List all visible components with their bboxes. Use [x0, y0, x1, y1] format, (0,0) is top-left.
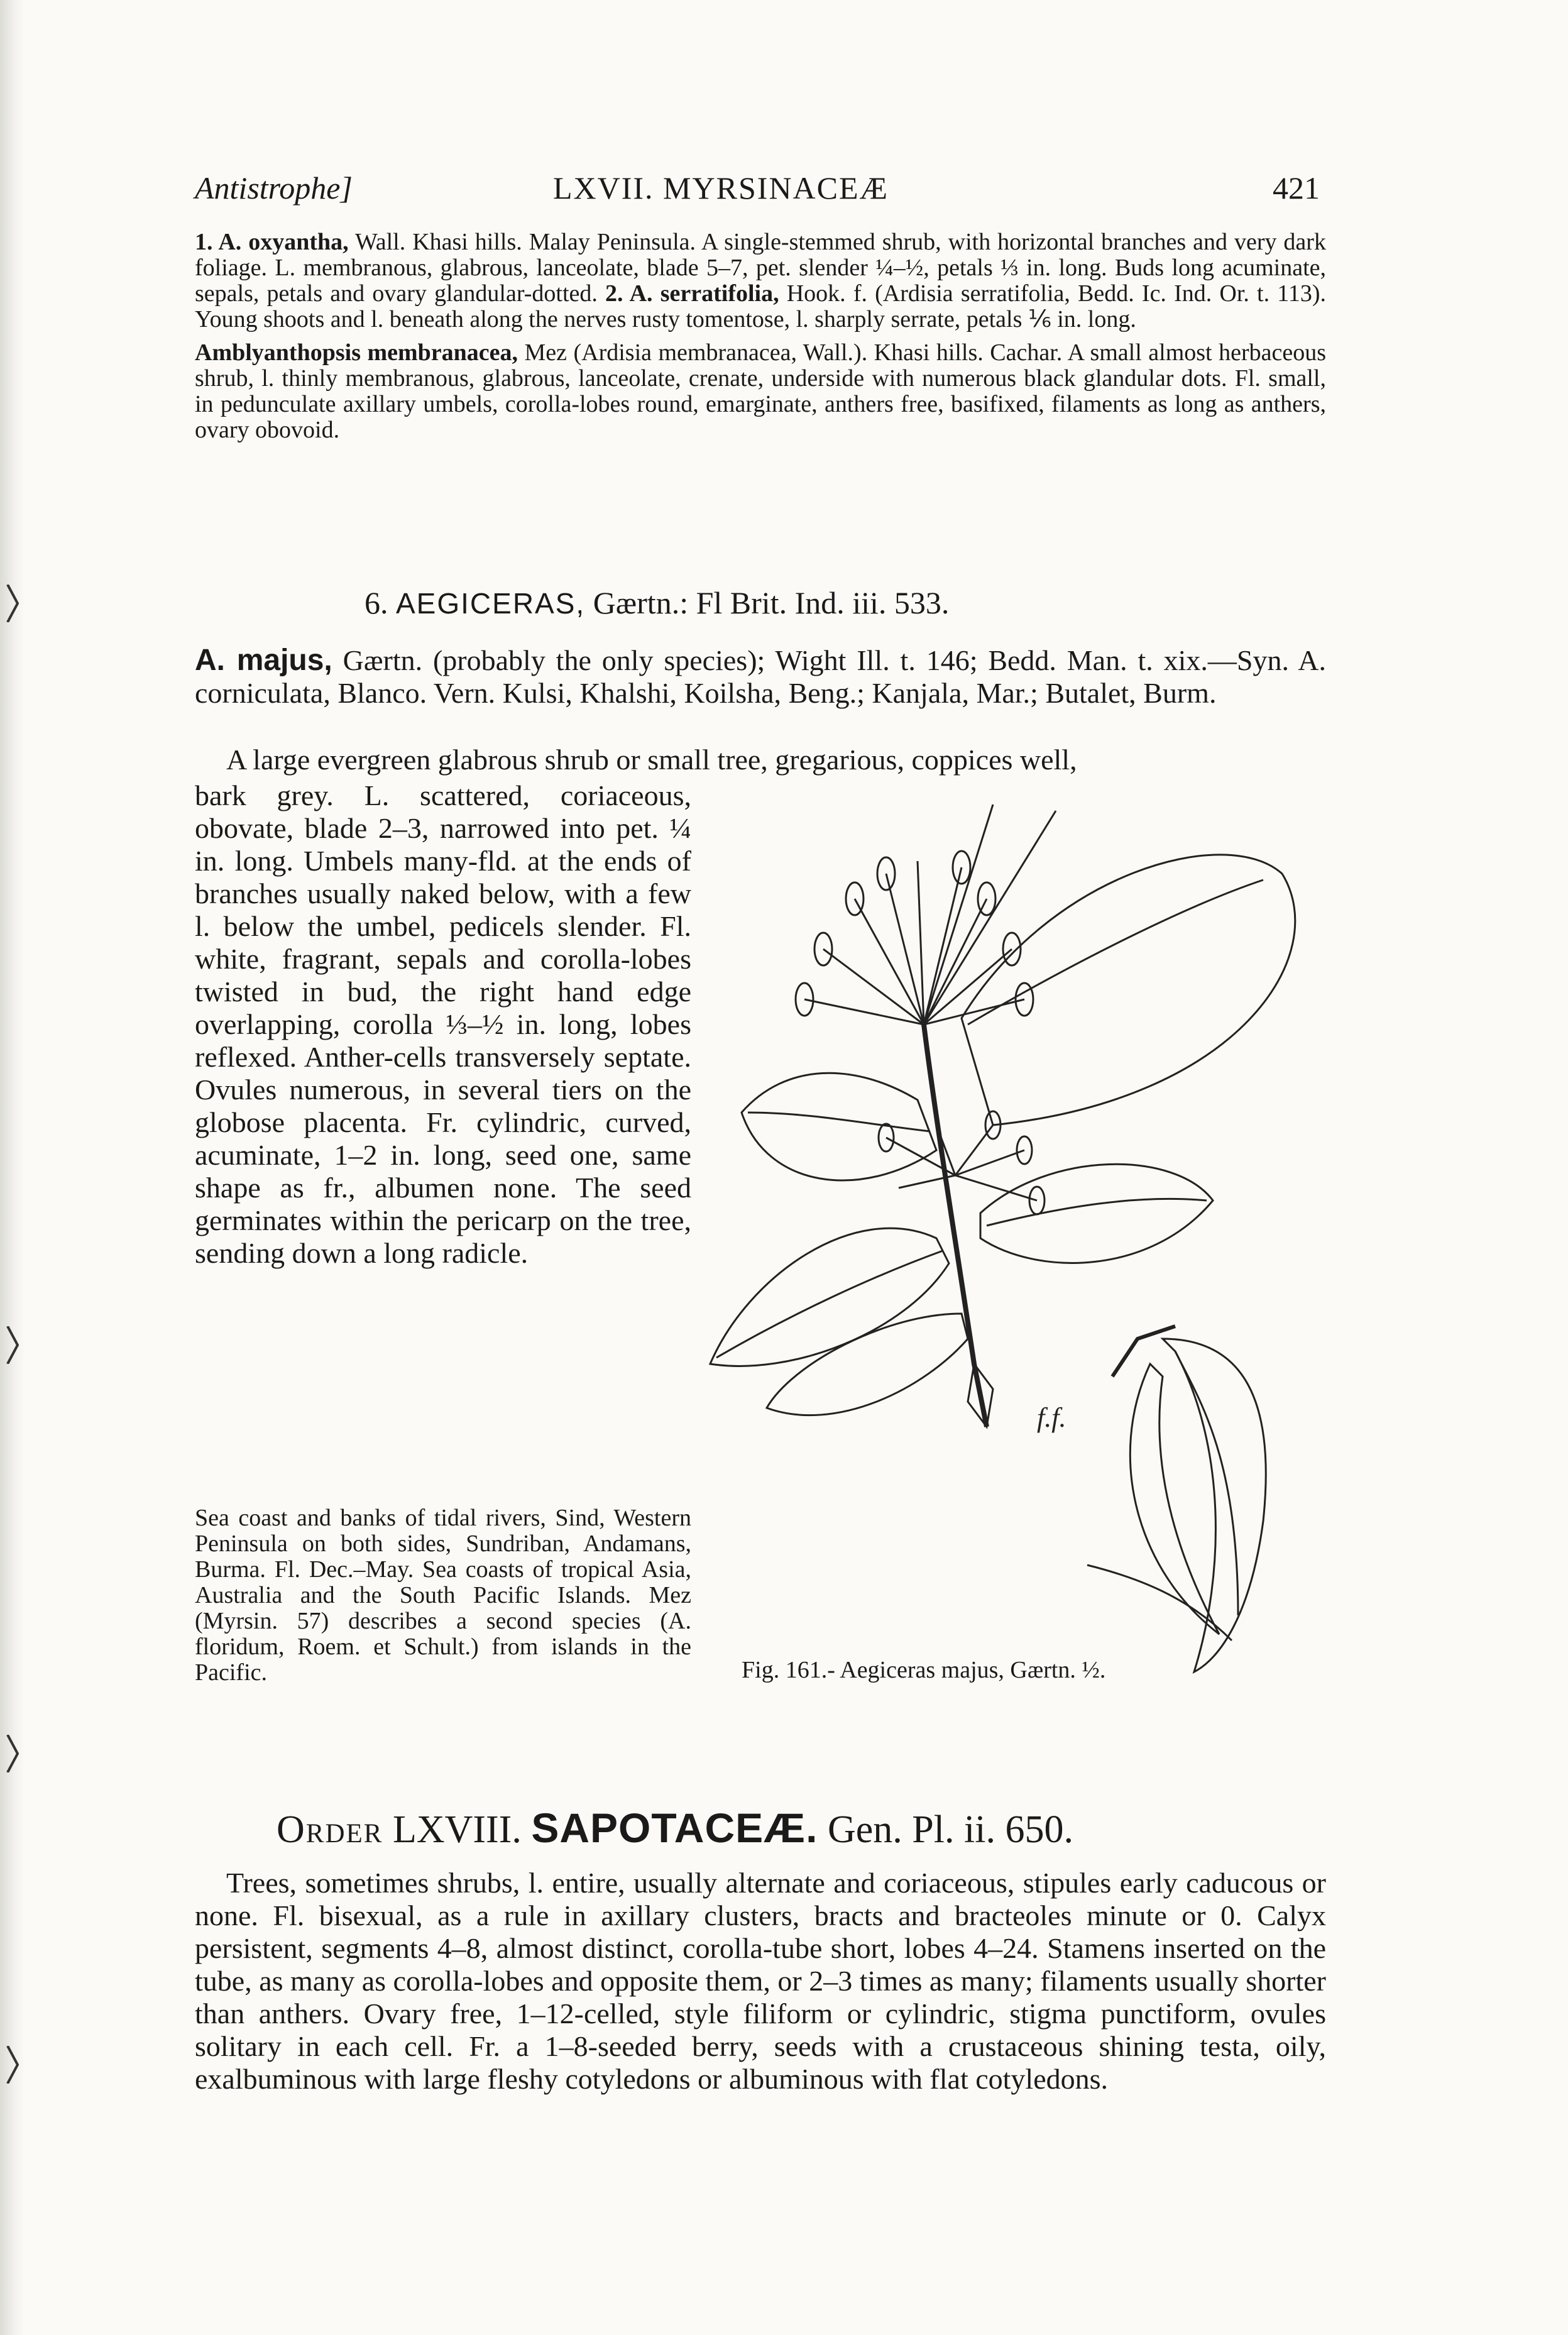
genus-name: AEGICERAS,	[396, 587, 586, 620]
scan-binding-edge	[0, 0, 25, 2335]
order-description	[195, 1867, 1326, 2096]
species-synonymy: Gærtn. (probably the only species); Wight Ill. t. 146; Bedd. Man. t. xix.—Syn. A. corniculata, Blanco. Vern. Kulsi, Khalshi, Koilsha, Beng.; Kanjala, Mar.; Butalet, Burm.	[195, 644, 1327, 709]
running-header	[195, 170, 1320, 214]
note-paragraph	[195, 340, 1326, 443]
note-text: Wall. Khasi hills. Malay Peninsula. A single-stemmed shrub, with horizontal branches and very dark foliage. L. membranous, glabrous, lanceolate, blade 5–7, pet. slender ¼–½, petals ⅓ in. long. Buds long acuminate, sepals, petals and ovary glandular-dotted.	[195, 229, 1326, 307]
botanical-illustration	[698, 798, 1326, 1678]
genus-reference: Gærtn.: Fl Brit. Ind. iii. 533.	[593, 585, 950, 620]
binding-mark-icon	[6, 585, 19, 622]
order-text: Trees, sometimes shrubs, l. entire, usually alternate and coriaceous, stipules early caducous or none. Fl. bisexual, as a rule in axillary clusters, bracts and bracteoles minute or 0. Calyx persistent, segments 4–8, almost distinct, corolla-tube short, lobes 4–24. Stamens inserted on the tube, as many as corolla-lobes and opposite them, or 2–3 times as many; filaments usually shorter than anthers. Ovary free, 1–12-celled, style filiform or cylindric, stigma punctiform, ovules solitary in each cell. Fr. a 1–8-seeded berry, seeds with a crustaceous shining testa, oily, exalbuminous with large fleshy cotyledons or albuminous with flat cotyledons.	[195, 1867, 1326, 2095]
species-lead: Amblyanthopsis membranacea,	[195, 339, 518, 366]
aegiceras-drawing-icon	[698, 798, 1326, 1678]
species-name: A. majus,	[195, 644, 332, 677]
species-heading	[195, 644, 1326, 710]
binding-mark-icon	[6, 2046, 19, 2084]
species-lead: 1. A. oxyantha,	[195, 229, 349, 255]
illustrator-signature: f.f.	[1037, 1402, 1066, 1433]
note-text: Hook. f. (Ardisia serratifolia, Bedd. Ic. Ind. Or. t. 113). Young shoots and l. beneath along the nerves rusty tomentose, l. sharply serrate, petals ⅙ in. long.	[195, 280, 1327, 332]
species-lead: 2. A. serratifolia,	[605, 280, 779, 307]
header-left: Antistrophe]	[195, 170, 353, 206]
figure-caption: Fig. 161.- Aegiceras majus, Gærtn. ½.	[742, 1657, 1106, 1683]
order-numeral: LXVIII.	[392, 1808, 522, 1851]
description-column	[195, 779, 691, 1270]
antistrophe-notes	[195, 229, 1326, 451]
order-reference: Gen. Pl. ii. 650.	[828, 1808, 1073, 1851]
order-heading	[277, 1804, 1345, 1852]
page-number: 421	[1273, 170, 1320, 206]
order-word: Order	[277, 1808, 383, 1851]
binding-mark-icon	[6, 1326, 19, 1364]
description-text: bark grey. L. scattered, coriaceous, obovate, blade 2–3, narrowed into pet. ¼ in. long. Umbels many-fld. at the ends of branches usually naked below, with a few l. below the umbel, pedicels slender. Fl. white, fragrant, sepals and corolla-lobes twisted in bud, the right hand edge overlapping, corolla ⅓–½ in. long, lobes reflexed. Anther-cells transversely septate. Ovules numerous, in several tiers on the globose placenta. Fr. cylindric, curved, acuminate, 1–2 in. long, seed one, same shape as fr., albumen none. The seed germinates within the pericarp on the tree, sending down a long radicle.	[195, 779, 691, 1269]
header-center: LXVII. MYRSINACEÆ	[553, 170, 889, 206]
genus-heading	[365, 585, 1181, 621]
distribution-note: Sea coast and banks of tidal rivers, Sind, Western Peninsula on both sides, Sundriban, Andamans, Burma. Fl. Dec.–May. Sea coasts of tropical Asia, Australia and the South Pacific Islands. Mez (Myrsin. 57) describes a second species (A. floridum, Roem. et Schult.) from islands in the Pacific.	[195, 1505, 691, 1686]
genus-number: 6.	[365, 585, 388, 620]
note-paragraph	[195, 229, 1326, 332]
description-first-line: A large evergreen glabrous shrub or small tree, gregarious, coppices well,	[226, 744, 1077, 776]
binding-mark-icon	[6, 1735, 19, 1772]
note-text: Mez (Ardisia membranacea, Wall.). Khasi hills. Cachar. A small almost herbaceous shrub, l. thinly membranous, glabrous, lanceolate, crenate, underside with numerous black glandular dots. Fl. small, in pedunculate axillary umbels, corolla-lobes round, emarginate, anthers free, basifixed, filaments as long as anthers, ovary obovoid.	[195, 339, 1326, 443]
family-name: SAPOTACEÆ.	[531, 1805, 818, 1851]
